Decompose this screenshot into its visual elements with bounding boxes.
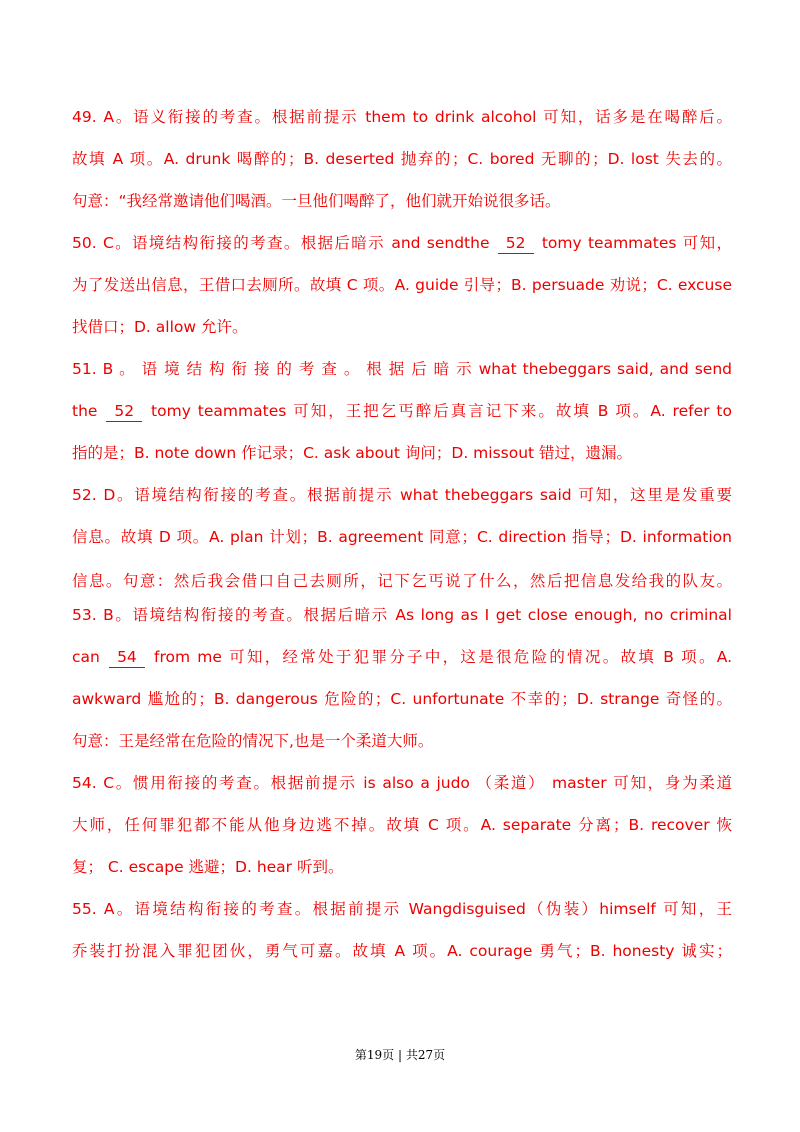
text-line: 找借口；D. allow 允许。 [72, 318, 248, 336]
text-line: 大师，任何罪犯都不能从他身边逃不掉。故填 C 项。A. separate 分离；B. recover 恢 [72, 816, 732, 834]
blank-underline: 52 [498, 233, 534, 254]
text-segment: from me 可知，经常处于犯罪分子中，这是很危险的情况。故填 B 项。A. [146, 648, 732, 666]
text-line: 复； C. escape 逃避；D. hear 听到。 [72, 858, 344, 876]
text-segment: the [72, 402, 105, 420]
text-line: 53. B。语境结构衔接的考查。根据后暗示 As long as I get close enough, no criminal [72, 606, 732, 624]
text-segment: tomy teammates 可知， [535, 234, 732, 252]
page-footer: 第19页 | 共27页 [354, 1048, 446, 1062]
text-line [72, 645, 732, 669]
blank-underline: 52 [106, 401, 142, 422]
text-line [72, 399, 732, 423]
text-line: 故填 A 项。A. drunk 喝醉的；B. deserted 抛弃的；C. bored 无聊的；D. lost 失去的。 [72, 150, 732, 168]
text-line: 55. A。语境结构衔接的考查。根据前提示 Wangdisguised（伪装）himself 可知，王 [72, 900, 732, 918]
text-line: 信息。故填 D 项。A. plan 计划；B. agreement 同意；C. direction 指导；D. information [72, 528, 732, 546]
text-line: 指的是；B. note down 作记录；C. ask about 询问；D. missout 错过，遗漏。 [72, 444, 633, 462]
text-line: 乔装打扮混入罪犯团伙，勇气可嘉。故填 A 项。A. courage 勇气；B. honesty 诚实； [72, 942, 732, 960]
text-line: awkward 尴尬的；B. dangerous 危险的；C. unfortunate 不幸的；D. strange 奇怪的。 [72, 690, 732, 708]
blank-underline: 54 [109, 647, 145, 668]
text-line: 49. A。语义衔接的考查。根据前提示 them to drink alcohol 可知，话多是在喝醉后。 [72, 108, 732, 126]
text-line: 句意：王是经常在危险的情况下,也是一个柔道大师。 [72, 732, 434, 750]
text-line: 51. B 。 语 境 结 构 衔 接 的 考 查 。 根 据 后 暗 示 what thebeggars said, and send [72, 360, 732, 378]
text-line: 52. D。语境结构衔接的考查。根据前提示 what thebeggars said 可知，这里是发重要 [72, 486, 732, 504]
text-segment: can [72, 648, 108, 666]
text-line: 句意：“我经常邀请他们喝酒。一旦他们喝醉了，他们就开始说很多话。 [72, 192, 561, 210]
text-line: 54. C。惯用衔接的考查。根据前提示 is also a judo （柔道） master 可知，身为柔道 [72, 774, 732, 792]
text-segment: tomy teammates 可知，王把乞丐醉后真言记下来。故填 B 项。A. refer to [144, 402, 732, 420]
text-segment: 50. C。语境结构衔接的考查。根据后暗示 and sendthe [72, 234, 496, 252]
text-line [72, 231, 732, 255]
text-line: 为了发送出信息，王借口去厕所。故填 C 项。A. guide 引导；B. persuade 劝说；C. excuse [72, 276, 732, 294]
text-line: 信息。句意：然后我会借口自己去厕所，记下乞丐说了什么，然后把信息发给我的队友。 [72, 572, 732, 590]
